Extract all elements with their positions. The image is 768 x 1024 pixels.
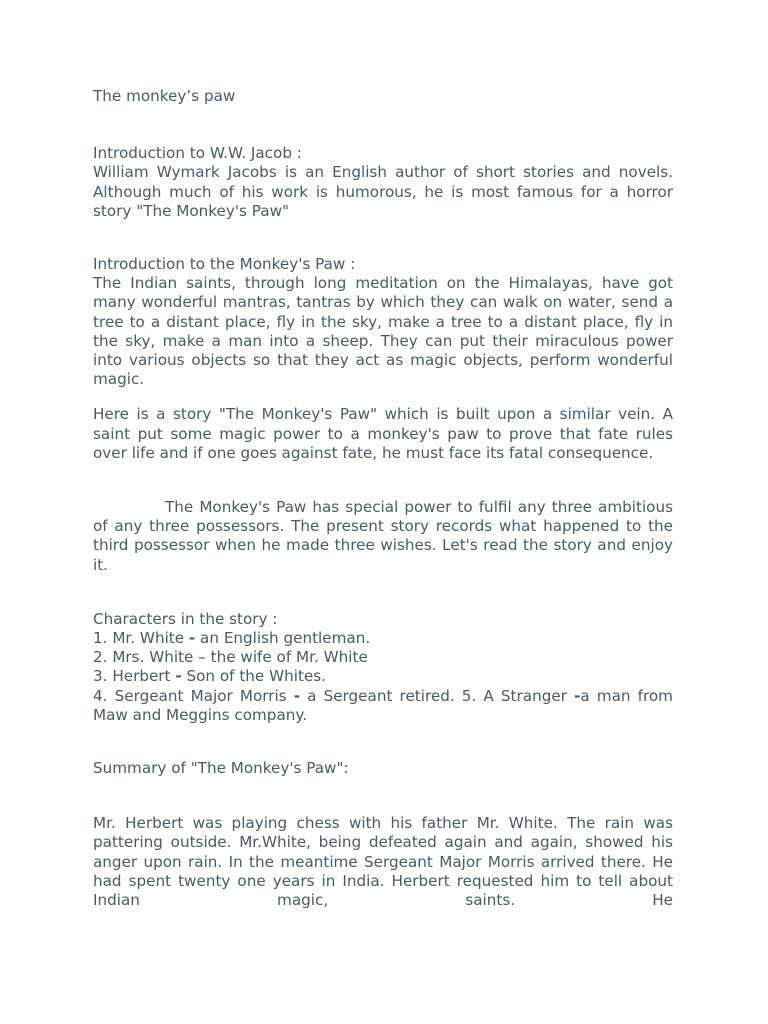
story-paragraph: Here is a story "The Monkey's Paw" which is built upon a similar vein. A saint put some magic power to a monkey's paw to prove that fate rules over life and if one goes against fate, he must face its fatal consequence.	[93, 405, 673, 462]
character-item: 4. Sergeant Major Morris - a Sergeant retired. 5. A Stranger -a man from Maw and Meggins company.	[93, 686, 673, 724]
author-introduction-heading: Introduction to W.W. Jacob :	[93, 144, 302, 163]
paw-introduction-heading: Introduction to the Monkey's Paw :	[93, 255, 356, 274]
author-introduction-body: William Wymark Jacobs is an English author of short stories and novels. Although much of his work is humorous, he is most famous for a horror story "The Monkey's Paw"	[93, 163, 673, 220]
summary-body: Mr. Herbert was playing chess with his father Mr. White. The rain was pattering outside. Mr.White, being defeated again and again, showed his anger upon rain. In the meantime Sergeant Major Morris arrived there. He had spent twenty one years in India. Herbert requested him to tell about Indian magic, saints. He	[93, 814, 673, 910]
characters-section	[93, 610, 673, 725]
paw-introduction-body: The Indian saints, through long meditation on the Himalayas, have got many wonderful mantras, tantras by which they can walk on water, send a tree to a distant place, fly in the sky, make a tree to a distant place, fly in the sky, make a man into a sheep. They can put their miraculous power into various objects so that they act as magic objects, perform wonderful magic.	[93, 274, 673, 389]
paw-introduction-section	[93, 255, 673, 389]
document-title: The monkey’s paw	[93, 87, 236, 105]
document-page	[93, 87, 673, 910]
characters-heading: Characters in the story :	[93, 609, 278, 628]
character-item: 3. Herbert - Son of the Whites.	[93, 667, 326, 686]
character-item: 1. Mr. White - an English gentleman.	[93, 629, 371, 648]
author-introduction-section	[93, 144, 673, 221]
summary-heading: Summary of "The Monkey's Paw":	[93, 759, 349, 778]
character-item: 2. Mrs. White – the wife of Mr. White	[93, 648, 368, 667]
paw-power-paragraph: The Monkey's Paw has special power to fulfil any three ambitious of any three possessors. The present story records what happened to the third possessor when he made three wishes. Let's read the story and enjoy it.	[93, 498, 673, 574]
